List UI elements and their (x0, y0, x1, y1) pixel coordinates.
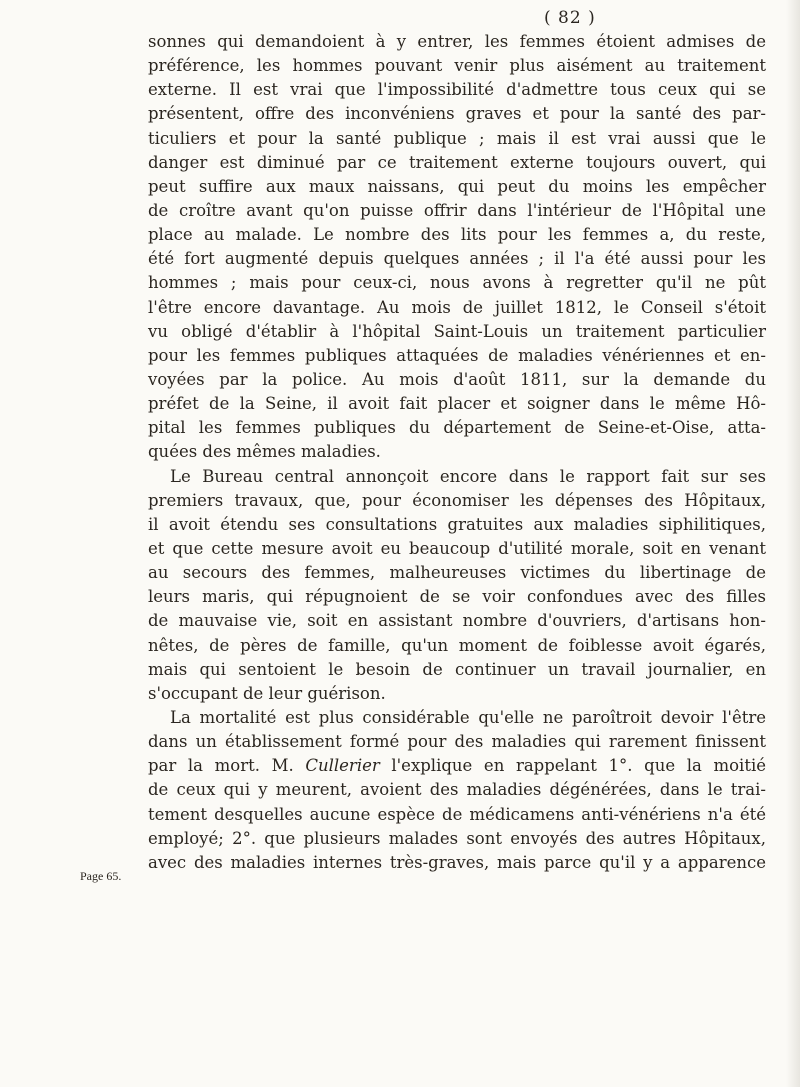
text-line: hommes ; mais pour ceux-ci, nous avons à regretter qu'il ne pût (148, 273, 766, 293)
text-line: de mauvaise vie, soit en assistant nombre d'ouvriers, d'artisans hon- (148, 611, 766, 631)
text-line: vu obligé d'établir à l'hôpital Saint-Louis un traitement particulier (148, 321, 766, 341)
margin-note: Page 65. (80, 869, 122, 883)
text-line: danger est diminué par ce traitement externe toujours ouvert, qui (148, 152, 766, 172)
text-line: voyées par la police. Au mois d'août 1811, sur la demande du (148, 369, 766, 389)
text-line: Le Bureau central annonçoit encore dans le rapport fait sur ses (170, 466, 766, 486)
text-line: pital les femmes publiques du département de Seine-et-Oise, atta- (148, 418, 766, 438)
text-line: de ceux qui y meurent, avoient des maladies dégénérées, dans le trai- (148, 780, 766, 800)
text-segment: l'explique en rappelant 1°. que la moitié (379, 756, 766, 776)
text-line: sonnes qui demandoient à y entrer, les femmes étoient admises de (148, 32, 766, 51)
text-line (148, 754, 766, 778)
text-line: La mortalité est plus considérable qu'elle ne paroîtroit devoir l'être (170, 707, 766, 727)
text-line: premiers travaux, que, pour économiser les dépenses des Hôpitaux, (148, 490, 766, 510)
text-line: il avoit étendu ses consultations gratuites aux maladies siphilitiques, (148, 514, 766, 534)
page-edge-shadow (786, 0, 800, 1087)
body-text (148, 30, 800, 875)
text-line: employé; 2°. que plusieurs malades sont envoyés des autres Hôpitaux, (148, 828, 766, 848)
text-line: tement desquelles aucune espèce de médicamens anti-vénériens n'a été (148, 804, 766, 824)
text-line: avec des maladies internes très-graves, mais parce qu'il y a apparence (148, 852, 766, 872)
text-line: préfet de la Seine, il avoit fait placer et soigner dans le même Hô- (148, 394, 766, 414)
text-line: de croître avant qu'on puisse offrir dans l'intérieur de l'Hôpital une (148, 200, 766, 220)
text-line: quées des mêmes maladies. (148, 442, 381, 462)
text-line: et que cette mesure avoit eu beaucoup d'utilité morale, soit en venant (148, 538, 766, 558)
text-line: présentent, offre des inconvéniens graves et pour la santé des par- (148, 104, 766, 124)
page-number: ( 82 ) (544, 8, 596, 28)
text-line: ticuliers et pour la santé publique ; mais il est vrai aussi que le (148, 128, 766, 148)
text-segment: par la mort. M. (148, 756, 306, 776)
text-line: nêtes, de pères de famille, qu'un moment de foiblesse avoit égarés, (148, 635, 766, 655)
text-line: préférence, les hommes pouvant venir plus aisément au traitement (148, 56, 766, 76)
text-line: dans un établissement formé pour des maladies qui rarement finissent (148, 732, 766, 752)
text-line: mais qui sentoient le besoin de continuer un travail journalier, en (148, 659, 766, 679)
text-line: été fort augmenté depuis quelques années ; il l'a été aussi pour les (148, 249, 766, 269)
author-name: Cullerier (305, 756, 380, 776)
text-line: peut suffire aux maux naissans, qui peut du moins les empêcher (148, 176, 766, 196)
text-line: externe. Il est vrai que l'impossibilité d'admettre tous ceux qui se (148, 80, 766, 100)
text-line: l'être encore davantage. Au mois de juillet 1812, le Conseil s'étoit (148, 297, 766, 317)
text-line: s'occupant de leur guérison. (148, 683, 386, 703)
text-line: pour les femmes publiques attaquées de maladies vénériennes et en- (148, 345, 766, 365)
text-line: au secours des femmes, malheureuses victimes du libertinage de (148, 563, 766, 583)
text-line: place au malade. Le nombre des lits pour les femmes a, du reste, (148, 225, 766, 245)
text-line: leurs maris, qui répugnoient de se voir confondues avec des filles (148, 587, 766, 607)
